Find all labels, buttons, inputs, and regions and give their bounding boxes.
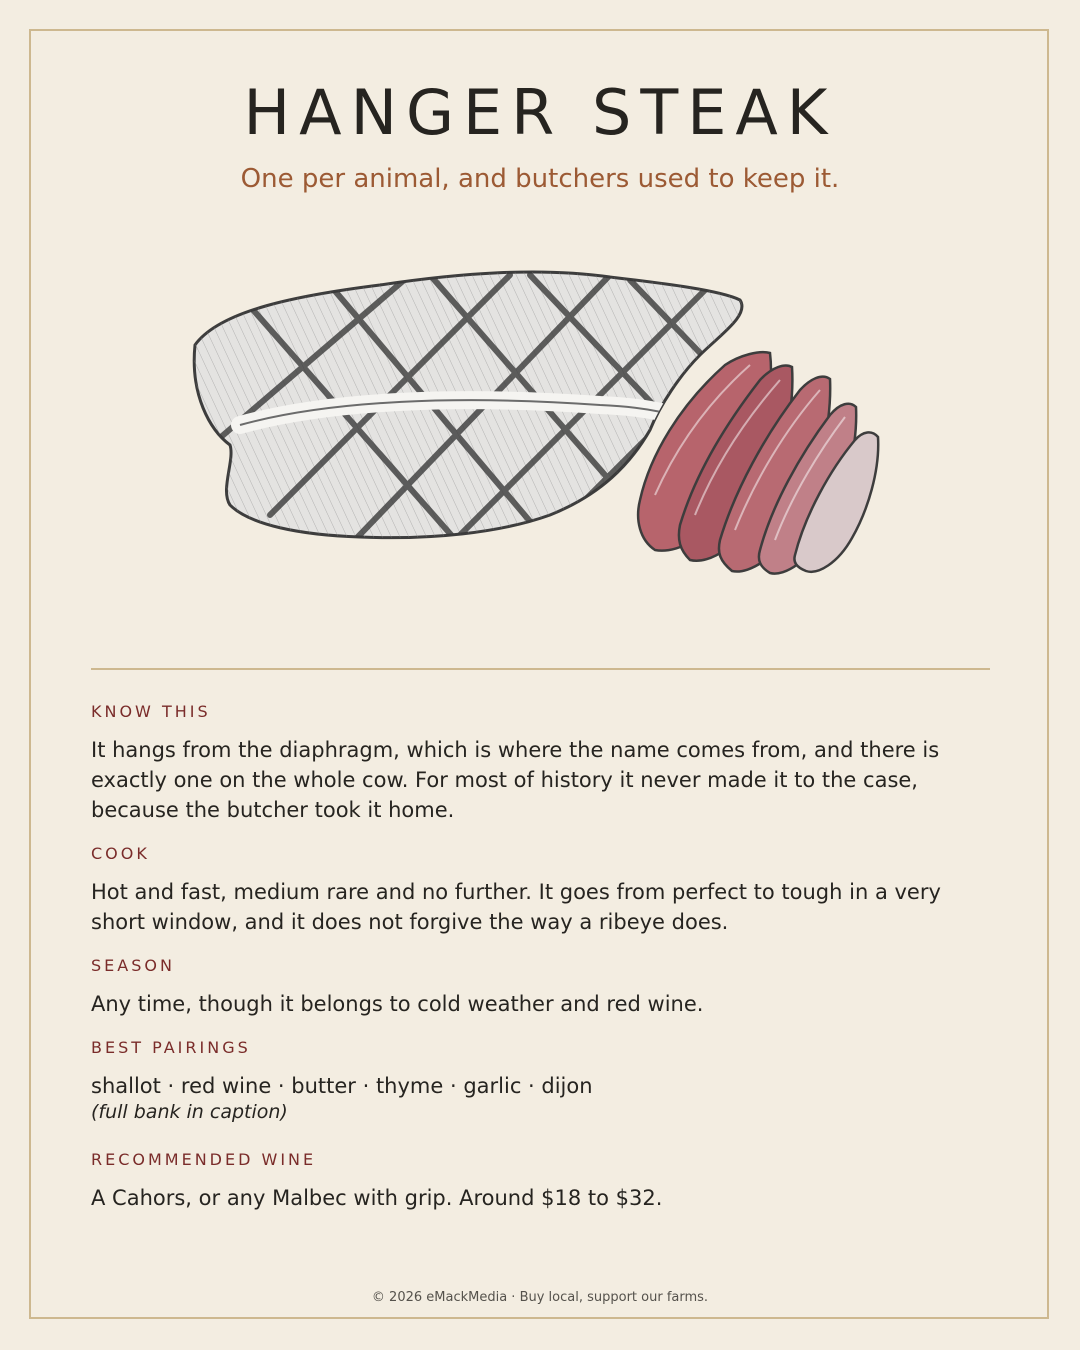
section-body-best-pairings — [91, 1071, 981, 1123]
section-body-cook: Hot and fast, medium rare and no further. It goes from perfect to tough in a very short window, and it does not forgive the way a ribeye does. — [91, 880, 941, 934]
page-title: HANGER STEAK — [243, 76, 837, 149]
section-label-know-this: KNOW THIS — [91, 702, 211, 721]
footer: © 2026 eMackMedia · Buy local, support our farms. — [371, 1290, 709, 1305]
pairings-note: (full bank in caption) — [91, 1101, 288, 1123]
steak-illustration — [180, 255, 900, 595]
section-body-know-this: It hangs from the diaphragm, which is where the name comes from, and there is exactly one on the whole cow. For most of history it never made it to the case, because the butcher took it home. — [91, 738, 940, 822]
card-border — [29, 29, 1049, 1319]
section-label-cook: COOK — [91, 844, 150, 863]
section-label-recommended-wine: RECOMMENDED WINE — [91, 1150, 317, 1169]
section-body-recommended-wine: A Cahors, or any Malbec with grip. Around $18 to $32. — [91, 1186, 663, 1210]
pairings-list: shallot · red wine · butter · thyme · garlic · dijon — [91, 1074, 593, 1098]
subtitle: One per animal, and butchers used to keep it. — [240, 164, 840, 194]
section-label-season: SEASON — [91, 956, 175, 975]
section-label-best-pairings: BEST PAIRINGS — [91, 1038, 251, 1057]
section-divider — [91, 668, 990, 670]
section-body-season: Any time, though it belongs to cold weather and red wine. — [91, 992, 704, 1016]
